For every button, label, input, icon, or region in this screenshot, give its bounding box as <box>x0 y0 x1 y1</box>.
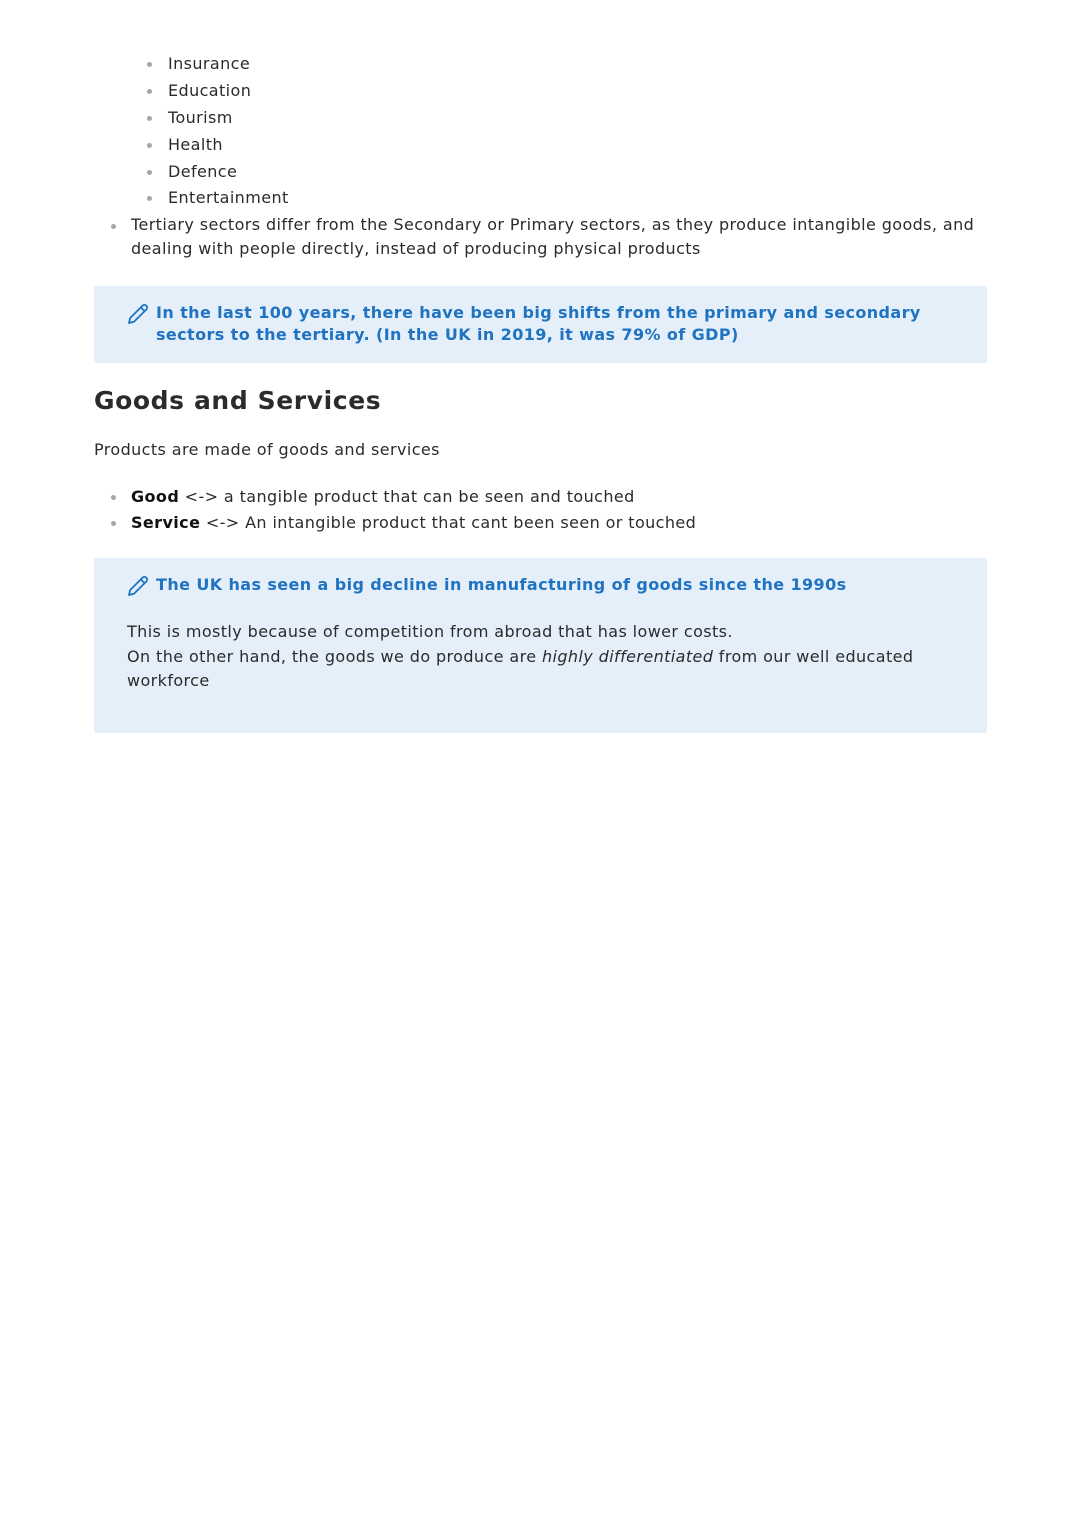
callout-body <box>127 620 947 694</box>
list-item: Entertainment <box>145 186 289 213</box>
list-item: Insurance <box>145 52 289 79</box>
callout-line <box>127 645 947 694</box>
list-item: Education <box>145 79 289 106</box>
callout-title <box>126 302 961 346</box>
pencil-icon <box>126 574 150 598</box>
section-intro: Products are made of goods and services <box>94 440 440 459</box>
callout-text: from our well educated workforce <box>127 646 914 690</box>
tertiary-note: Tertiary sectors differ from the Secondary or Primary sectors, as they produce intangible goods, and dealing with people directly, instead of producing physical products <box>108 213 991 261</box>
callout-manufacturing-decline <box>94 558 987 733</box>
list-item: Defence <box>145 160 289 187</box>
list-item: Tourism <box>145 106 289 133</box>
callout-title-text: The UK has seen a big decline in manufacturing of goods since the 1990s <box>156 575 847 594</box>
emphasis-text: highly differentiated <box>541 646 714 666</box>
section-heading: Goods and Services <box>94 386 382 415</box>
list-item: Health <box>145 133 289 160</box>
term-label: Good <box>131 487 180 506</box>
sector-examples-list <box>145 52 289 213</box>
callout-title-text: In the last 100 years, there have been big shifts from the primary and secondary sectors to the tertiary. (In the UK in 2019, it was 79% of GDP) <box>156 303 921 344</box>
callout-line: This is mostly because of competition from abroad that has lower costs. <box>127 622 733 641</box>
definition-good <box>108 485 696 511</box>
callout-title <box>126 574 961 596</box>
callout-tertiary-shift <box>94 286 987 363</box>
term-label: Service <box>131 512 201 532</box>
term-definition: <-> a tangible product that can be seen and touched <box>179 487 635 506</box>
definition-service <box>108 511 696 537</box>
term-definition: <-> An intangible product that cant been seen or touched <box>200 512 697 532</box>
pencil-icon <box>126 302 150 326</box>
definitions-list <box>108 485 696 536</box>
callout-text: On the other hand, the goods we do produce are <box>127 646 542 666</box>
